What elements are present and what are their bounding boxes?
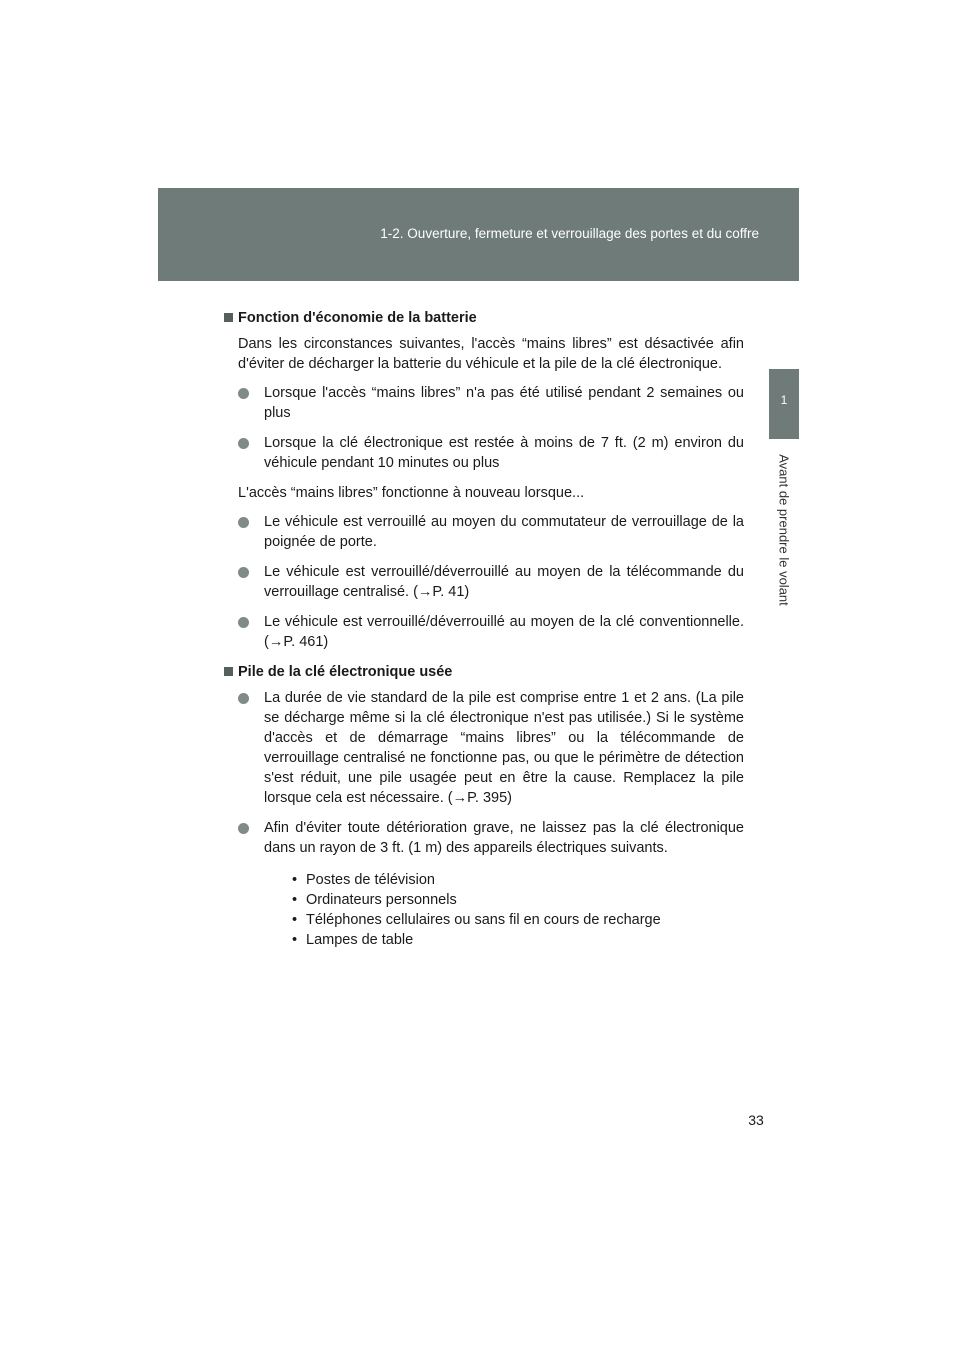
section-intro: Dans les circonstances suivantes, l'accès “mains libres” est désactivée afin d'éviter de décharger la batterie du véhicule et la pile de la clé électronique. (238, 336, 744, 372)
sub-list-item: • Postes de télévision (290, 870, 744, 890)
circle-bullet-icon (238, 567, 249, 578)
circle-bullet-icon (238, 823, 249, 834)
appliance-list (290, 870, 744, 950)
section-heading-text: Fonction d'économie de la batterie (238, 310, 477, 326)
list-item (238, 433, 744, 473)
sub-list-item: • Lampes de table (290, 930, 744, 950)
square-bullet-icon (224, 667, 233, 676)
section-note: L'accès “mains libres” fonctionne à nouveau lorsque... (238, 485, 585, 501)
circle-bullet-icon (238, 617, 249, 628)
circle-bullet-icon (238, 438, 249, 449)
list-item-text: La durée de vie standard de la pile est comprise entre 1 et 2 ans. (La pile se décharge même si la clé électronique n'est pas utilisée.) Si le système d'accès et de démarrage “mains libres” ou la télécommande de verrouillage centralisé ne fonctionne pas, ou que le périmètre de détection s'est réduit, une pile usagée peut en être la cause. Remplacez la pile lorsque cela est nécessaire. (→P. 395) (264, 690, 744, 806)
list-item (238, 688, 744, 808)
list-item-text: Le véhicule est verrouillé/déverrouillé au moyen de la clé conventionnelle. (→P. 461) (264, 614, 744, 650)
page-content (224, 308, 744, 960)
sub-list-item: • Téléphones cellulaires ou sans fil en cours de recharge (290, 910, 744, 930)
list-item-text: Le véhicule est verrouillé/déverrouillé au moyen de la télécommande du verrouillage centralisé. (→P. 41) (264, 564, 744, 600)
chapter-number: 1 (780, 393, 788, 407)
page-number: 33 (748, 1112, 764, 1128)
list-item (238, 383, 744, 423)
list-item-text: Le véhicule est verrouillé au moyen du commutateur de verrouillage de la poignée de porte. (264, 514, 744, 550)
chapter-header (158, 188, 799, 281)
list-item (238, 818, 744, 950)
sub-list-item: • Ordinateurs personnels (290, 890, 744, 910)
chapter-side-label: Avant de prendre le volant (776, 454, 792, 606)
list-item (238, 562, 744, 602)
circle-bullet-icon (238, 388, 249, 399)
circle-bullet-icon (238, 517, 249, 528)
list-item-text: Lorsque la clé électronique est restée à moins de 7 ft. (2 m) environ du véhicule pendant 10 minutes ou plus (264, 435, 744, 471)
square-bullet-icon (224, 313, 233, 322)
list-item-text: Lorsque l'accès “mains libres” n'a pas été utilisé pendant 2 semaines ou plus (264, 385, 744, 421)
section-heading-text: Pile de la clé électronique usée (238, 664, 453, 680)
chapter-title: 1-2. Ouverture, fermeture et verrouillage des portes et du coffre (380, 226, 759, 241)
circle-bullet-icon (238, 693, 249, 704)
list-item (238, 612, 744, 652)
section-heading-battery-saving (224, 308, 744, 328)
list-item-text: Afin d'éviter toute détérioration grave, ne laissez pas la clé électronique dans un rayon de 3 ft. (1 m) des appareils électriques suivants. (264, 820, 744, 856)
section-heading-battery-worn (224, 662, 744, 682)
chapter-tab (769, 369, 799, 439)
list-item (238, 512, 744, 552)
